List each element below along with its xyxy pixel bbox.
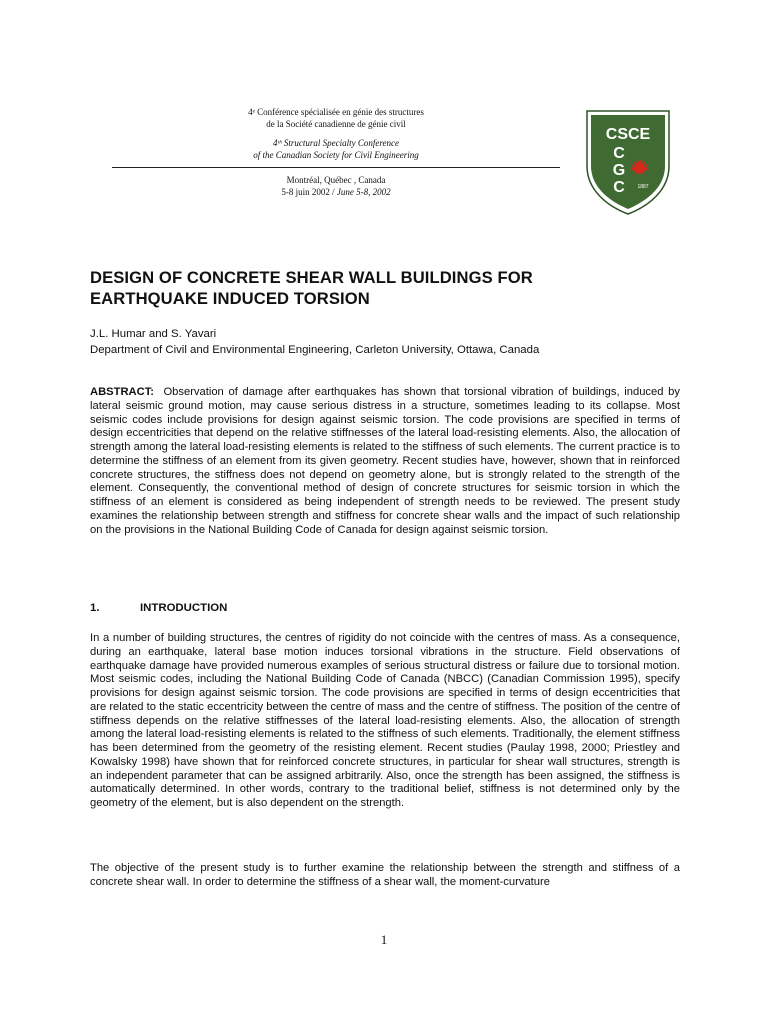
author-block [90, 326, 690, 358]
abstract-text: Observation of damage after earthquakes has shown that torsional vibration of buildings, induced by lateral seismic ground motion, may cause serious distress in a structure, sometimes leading to its collapse. Most seismic codes include provisions for design against seismic torsion. The code provisions are specified in terms of design eccentricities that depend on the relative stiffnesses of the lateral load-resisting elements. Also, the allocation of strength among the lateral load-resisting elements is related to the stiffness of such elements. The current practice is to determine the stiffness of an element from its given geometry. Recent studies have, however, shown that in reinforced concrete structures, the stiffness does not depend on geometry alone, but is strongly related to the strength of the element. Consequently, the conventional method of design of concrete structures for seismic torsion in which the stiffness of an element is considered as being independent of strength needs to be reviewed. The present study examines the relationship between strength and stiffness for concrete shear walls and the impact of such relationship on the provisions in the National Building Code of Canada for design against seismic torsion. [90, 386, 680, 536]
paper-title-line1: DESIGN OF CONCRETE SHEAR WALL BUILDINGS FOR [90, 268, 533, 287]
page-number: 1 [380, 932, 388, 947]
conference-dates-fr: 5-8 juin 2002 / [281, 187, 337, 197]
section-number: 1. [90, 602, 100, 614]
abstract [90, 386, 680, 537]
paper-title [90, 267, 650, 309]
conference-fr-line1: 4ᵉ Conférence spécialisée en génie des structures [248, 107, 424, 117]
abstract-label: ABSTRACT: [90, 386, 155, 398]
logo-year: 1887 [637, 184, 649, 190]
conference-header [116, 106, 556, 198]
paper-title-line2: EARTHQUAKE INDUCED TORSION [90, 289, 370, 308]
affiliation: Department of Civil and Environmental Engineering, Carleton University, Ottawa, Canada [90, 344, 540, 356]
section-heading-introduction [90, 602, 227, 614]
section-title: INTRODUCTION [140, 602, 228, 614]
authors: J.L. Humar and S. Yavari [90, 328, 217, 340]
header-divider [112, 167, 560, 168]
conference-fr-line2: de la Société canadienne de génie civil [266, 119, 406, 129]
conference-dates [116, 186, 556, 198]
intro-paragraph-1: In a number of building structures, the centres of rigidity do not coincide with the centres of mass. As a consequence, during an earthquake, lateral base motion induces torsional vibrations in the structure. Field observations of earthquake damage have provided numerous examples of serious structural distress or failure due to torsional motion. Most seismic codes, including the National Building Code of Canada (NBCC) (Canadian Commission 1995), specify provisions for design against seismic torsion. The code provisions are specified in terms of design eccentricities that are related to the static eccentricity between the centre of mass and the centre of stiffness. The position of the centre of stiffness depends on the relative stiffnesses of the lateral load-resisting elements. Also, the allocation of strength among the lateral load-resisting elements is related to the stiffness of such elements. Traditionally, the element stiffness has been determined from the geometry of the resisting element. Recent studies (Paulay 1998, 2000; Priestley and Kowalsky 1998) have shown that for reinforced concrete structures, in particular for shear wall structures, strength is an independent parameter that can be assigned arbitrarily. Also, once the strength has been assigned, the stiffness is automatically determined. In other words, contrary to the traditional belief, stiffness is not determined only by the geometry of the element, but is also dependent on the strength. [90, 632, 680, 809]
conference-en-line1: 4ᵗʰ Structural Specialty Conference [273, 138, 399, 148]
intro-paragraph-2: The objective of the present study is to further examine the relationship between the strength and stiffness of a concrete shear wall. In order to determine the stiffness of a shear wall, the moment-curvature [90, 862, 680, 888]
logo-letter-c2: C [613, 179, 625, 196]
logo-letter-g: G [612, 162, 626, 179]
conference-dates-en: June 5-8, 2002 [336, 187, 391, 197]
logo-letter-c: C [613, 145, 625, 162]
conference-location: Montréal, Québec , Canada [286, 175, 386, 185]
logo-text-csce: CSCE [605, 126, 651, 143]
csce-logo [583, 108, 673, 216]
conference-en-line2: of the Canadian Society for Civil Engineering [253, 150, 419, 160]
